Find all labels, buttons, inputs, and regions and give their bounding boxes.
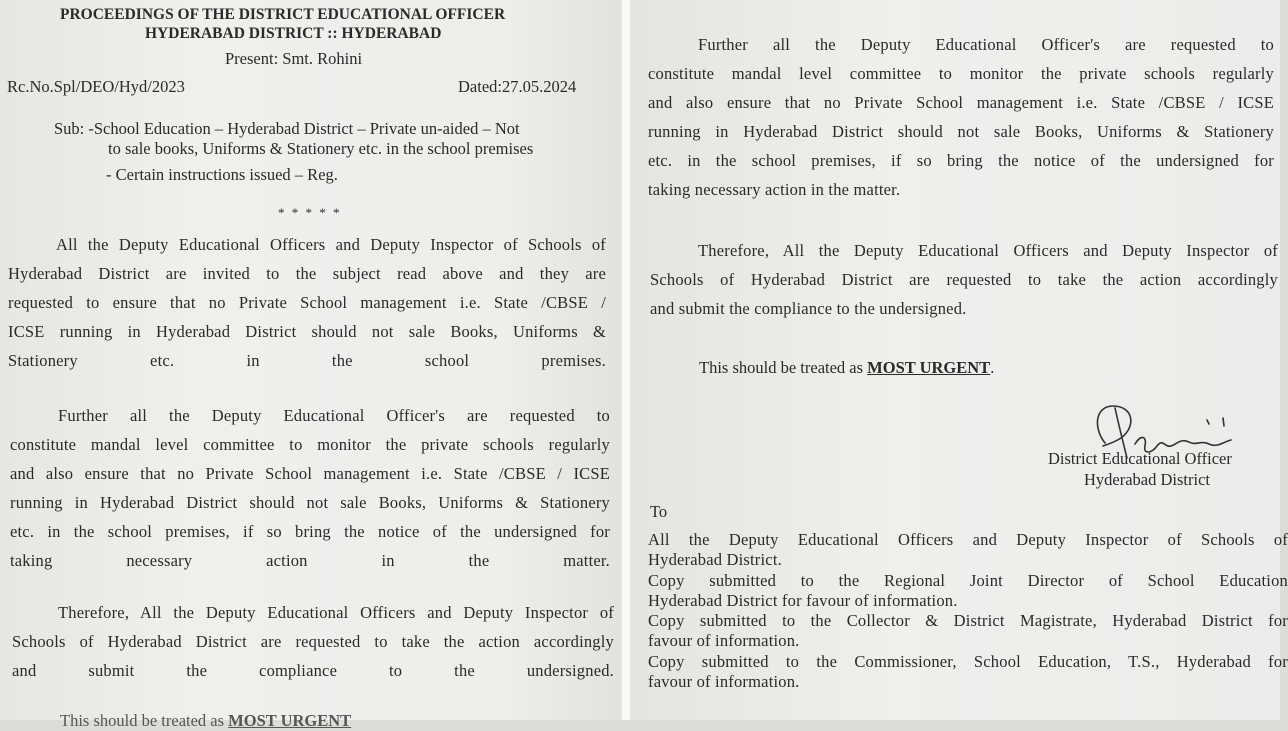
to-label: To (650, 502, 668, 521)
most-urgent-label: MOST URGENT (867, 358, 991, 377)
subject-line1: Sub: -School Education – Hyderabad District – Private un-aided – Not (54, 119, 520, 138)
recipient-line: Copy submitted to the Commissioner, School Education, T.S., Hyderabad for (648, 651, 1288, 671)
paragraph-line: taking necessary action in the matter. (10, 551, 610, 570)
signatory-district: Hyderabad District (1084, 470, 1210, 489)
paragraph-line: Stationery etc. in the school premises. (8, 351, 606, 370)
recipient-line: Copy submitted to the Collector & District Magistrate, Hyderabad District for (648, 611, 1288, 631)
subject-line3: - Certain instructions issued – Reg. (106, 165, 338, 184)
separator-stars: * * * * * (278, 205, 342, 220)
recipient-line: Copy submitted to the Regional Joint Director of School Education (648, 570, 1288, 590)
paragraph-line: Schools of Hyderabad District are requested to take the action accordingly (12, 632, 614, 651)
urgent-text: This should be treated as (699, 358, 868, 377)
paragraph-line: requested to ensure that no Private School management i.e. State /CBSE / (8, 293, 606, 312)
left-page (0, 0, 622, 730)
present-line: Present: Smt. Rohini (225, 49, 363, 68)
paragraph-line: constitute mandal level committee to monitor the private schools regularly (648, 64, 1274, 83)
paragraph-line: constitute mandal level committee to monitor the private schools regularly (10, 435, 610, 454)
recipients-list (648, 530, 1288, 692)
header-line2: HYDERABAD DISTRICT :: HYDERABAD (145, 25, 442, 42)
paragraph-line: ICSE running in Hyderabad District should not sale Books, Uniforms & (8, 322, 606, 341)
paragraph-line: taking necessary action in the matter. (648, 180, 901, 199)
paragraph-3 (12, 598, 614, 685)
paragraph-line: running in Hyderabad District should not sale Books, Uniforms & Stationery (648, 122, 1274, 141)
paragraph-2 (10, 401, 610, 575)
urgent-line: This should be treated as MOST URGENT. (699, 358, 995, 377)
paragraph-line: and also ensure that no Private School management i.e. State /CBSE / ICSE (648, 93, 1274, 112)
cutoff-urgent-line: This should be treated as MOST URGENT (60, 711, 352, 730)
paragraph-3-continued (650, 236, 1278, 323)
paragraph-line: Therefore, All the Deputy Educational Officers and Deputy Inspector of (698, 241, 1278, 260)
paragraph-line: Further all the Deputy Educational Officer's are requested to (58, 406, 610, 425)
paragraph-line: Therefore, All the Deputy Educational Officers and Deputy Inspector of (58, 603, 614, 622)
date: Dated:27.05.2024 (458, 77, 577, 96)
recipient-line: favour of information. (648, 672, 800, 692)
signatory-title: District Educational Officer (1048, 449, 1232, 468)
paragraph-line: Hyderabad District are invited to the subject read above and they are (8, 264, 606, 283)
reference-number: Rc.No.Spl/DEO/Hyd/2023 (7, 77, 185, 96)
paragraph-line: etc. in the school premises, if so bring the notice of the undersigned for (10, 522, 610, 541)
recipient-line: Hyderabad District for favour of information. (648, 590, 958, 610)
paragraph-line: and submit the compliance to the undersigned. (12, 661, 614, 680)
subject-line2: to sale books, Uniforms & Stationery etc. in the school premises (108, 139, 534, 158)
right-page (630, 0, 1288, 720)
paragraph-line: etc. in the school premises, if so bring the notice of the undersigned for (648, 151, 1274, 170)
paragraph-2-continued (648, 30, 1274, 204)
paragraph-1 (8, 230, 606, 375)
paragraph-line: Schools of Hyderabad District are requested to take the action accordingly (650, 270, 1278, 289)
paragraph-line: Further all the Deputy Educational Officer's are requested to (698, 35, 1274, 54)
paragraph-line: All the Deputy Educational Officers and Deputy Inspector of Schools of (56, 235, 606, 254)
paragraph-line: running in Hyderabad District should not sale Books, Uniforms & Stationery (10, 493, 610, 512)
header-line1: PROCEEDINGS OF THE DISTRICT EDUCATIONAL OFFICER (60, 6, 506, 23)
recipient-line: favour of information. (648, 631, 800, 651)
page-gap (622, 0, 630, 720)
paragraph-line: and submit the compliance to the undersigned. (650, 299, 967, 318)
paragraph-line: and also ensure that no Private School management i.e. State /CBSE / ICSE (10, 464, 610, 483)
recipient-line: All the Deputy Educational Officers and Deputy Inspector of Schools of (648, 530, 1288, 549)
recipient-line: Hyderabad District. (648, 550, 782, 570)
